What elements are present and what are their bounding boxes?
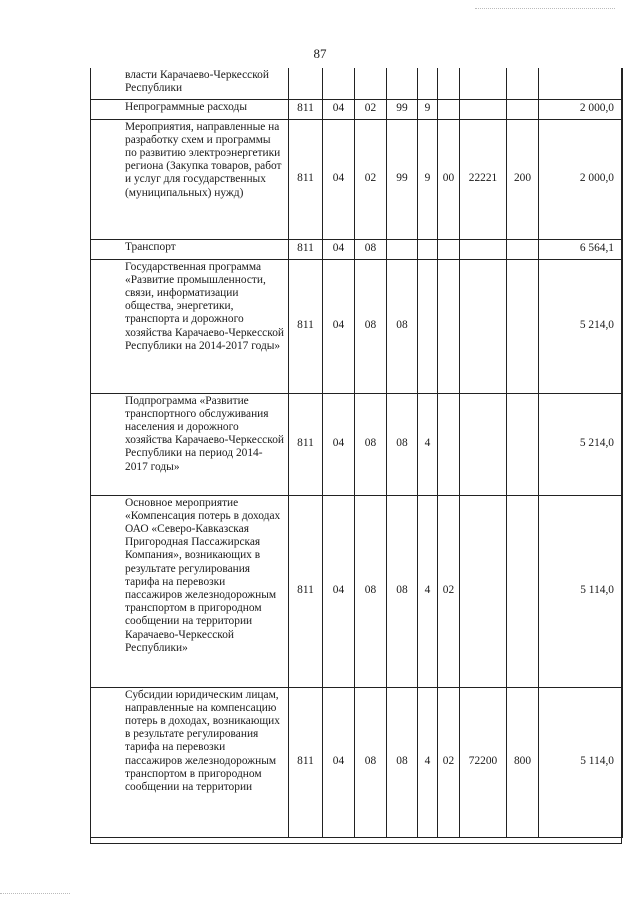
amount — [539, 68, 623, 99]
direction-code — [460, 495, 507, 687]
ministry-code: 811 — [289, 99, 323, 119]
program-code — [387, 68, 418, 99]
subsection-code: 08 — [355, 495, 387, 687]
ministry-code: 811 — [289, 687, 323, 837]
subprogram-code — [418, 239, 438, 259]
direction-code — [460, 68, 507, 99]
table-bottom-border — [90, 843, 622, 844]
direction-code: 72200 — [460, 687, 507, 837]
scan-artifact-bottom — [0, 893, 70, 894]
ministry-code: 811 — [289, 239, 323, 259]
direction-code — [460, 259, 507, 393]
program-code: 08 — [387, 393, 418, 495]
program-code — [387, 239, 418, 259]
ministry-code: 811 — [289, 259, 323, 393]
activity-code — [438, 68, 460, 99]
row-name: Подпрограмма «Развитие транспортного обслуживания населения и дорожного хозяйства Карачаево-Черкесской Республики на период 2014-2017 годы» — [91, 393, 289, 495]
section-code: 04 — [323, 259, 355, 393]
subsection-code: 08 — [355, 687, 387, 837]
subsection-code: 08 — [355, 393, 387, 495]
section-code — [323, 68, 355, 99]
expense-type-code — [507, 393, 539, 495]
program-code: 99 — [387, 99, 418, 119]
expense-type-code — [507, 259, 539, 393]
expense-type-code — [507, 99, 539, 119]
program-code: 08 — [387, 259, 418, 393]
row-name: власти Карачаево-Черкесской Республики — [91, 68, 289, 99]
table-row — [91, 119, 623, 239]
program-code: 08 — [387, 687, 418, 837]
subsection-code: 02 — [355, 119, 387, 239]
row-name: Мероприятия, направленные на разработку схем и программы по развитию электроэнергетики региона (Закупка товаров, работ и услуг для государственных (муниципальных) нужд) — [91, 119, 289, 239]
row-name: Государственная программа «Развитие промышленности, связи, информатизации общества, энергетики, транспорта и дорожного хозяйства Карачаево-Черкесской Республики на 2014-2017 годы» — [91, 259, 289, 393]
subsection-code: 08 — [355, 259, 387, 393]
direction-code — [460, 393, 507, 495]
activity-code: 02 — [438, 687, 460, 837]
expense-type-code: 200 — [507, 119, 539, 239]
row-name: Субсидии юридическим лицам, направленные на компенсацию потерь в доходах, возникающих в результате регулирования тарифа на перевозки пассажиров железнодорожным транспортом в пригородном сообщении на территории — [91, 687, 289, 837]
table-row — [91, 393, 623, 495]
amount: 2 000,0 — [539, 119, 623, 239]
section-code: 04 — [323, 495, 355, 687]
amount: 6 564,1 — [539, 239, 623, 259]
section-code: 04 — [323, 393, 355, 495]
section-code: 04 — [323, 119, 355, 239]
direction-code — [460, 99, 507, 119]
amount: 2 000,0 — [539, 99, 623, 119]
page-number: 87 — [313, 46, 327, 61]
activity-code — [438, 259, 460, 393]
program-code: 08 — [387, 495, 418, 687]
row-name: Транспорт — [91, 239, 289, 259]
subsection-code — [355, 68, 387, 99]
activity-code — [438, 99, 460, 119]
amount: 5 214,0 — [539, 259, 623, 393]
ministry-code: 811 — [289, 393, 323, 495]
subprogram-code: 9 — [418, 99, 438, 119]
expense-type-code: 800 — [507, 687, 539, 837]
subprogram-code: 4 — [418, 687, 438, 837]
table-row — [91, 687, 623, 837]
ministry-code: 811 — [289, 495, 323, 687]
subprogram-code: 4 — [418, 495, 438, 687]
subprogram-code: 9 — [418, 119, 438, 239]
table-row — [91, 99, 623, 119]
amount: 5 114,0 — [539, 495, 623, 687]
section-code: 04 — [323, 99, 355, 119]
ministry-code — [289, 68, 323, 99]
amount: 5 214,0 — [539, 393, 623, 495]
table-row — [91, 239, 623, 259]
subsection-code: 08 — [355, 239, 387, 259]
activity-code: 02 — [438, 495, 460, 687]
program-code: 99 — [387, 119, 418, 239]
row-name: Непрограммные расходы — [91, 99, 289, 119]
table-row — [91, 68, 623, 99]
expense-type-code — [507, 495, 539, 687]
subprogram-code — [418, 68, 438, 99]
row-name: Основное мероприятие «Компенсация потерь в доходах ОАО «Северо-Кавказская Пригородная Пассажирская Компания», возникающих в результате регулирования тарифа на перевозки пассажиров железнодорожным транспортом в пригородном сообщении на территории Карачаево-Черкесской Республики» — [91, 495, 289, 687]
direction-code: 22221 — [460, 119, 507, 239]
activity-code — [438, 239, 460, 259]
expense-type-code — [507, 239, 539, 259]
subprogram-code: 4 — [418, 393, 438, 495]
ministry-code: 811 — [289, 119, 323, 239]
amount: 5 114,0 — [539, 687, 623, 837]
section-code: 04 — [323, 239, 355, 259]
subsection-code: 02 — [355, 99, 387, 119]
scan-artifact-top — [475, 8, 615, 9]
section-code: 04 — [323, 687, 355, 837]
direction-code — [460, 239, 507, 259]
table-row — [91, 495, 623, 687]
table-row — [91, 259, 623, 393]
activity-code: 00 — [438, 119, 460, 239]
activity-code — [438, 393, 460, 495]
expense-type-code — [507, 68, 539, 99]
subprogram-code — [418, 259, 438, 393]
budget-table — [90, 68, 623, 838]
